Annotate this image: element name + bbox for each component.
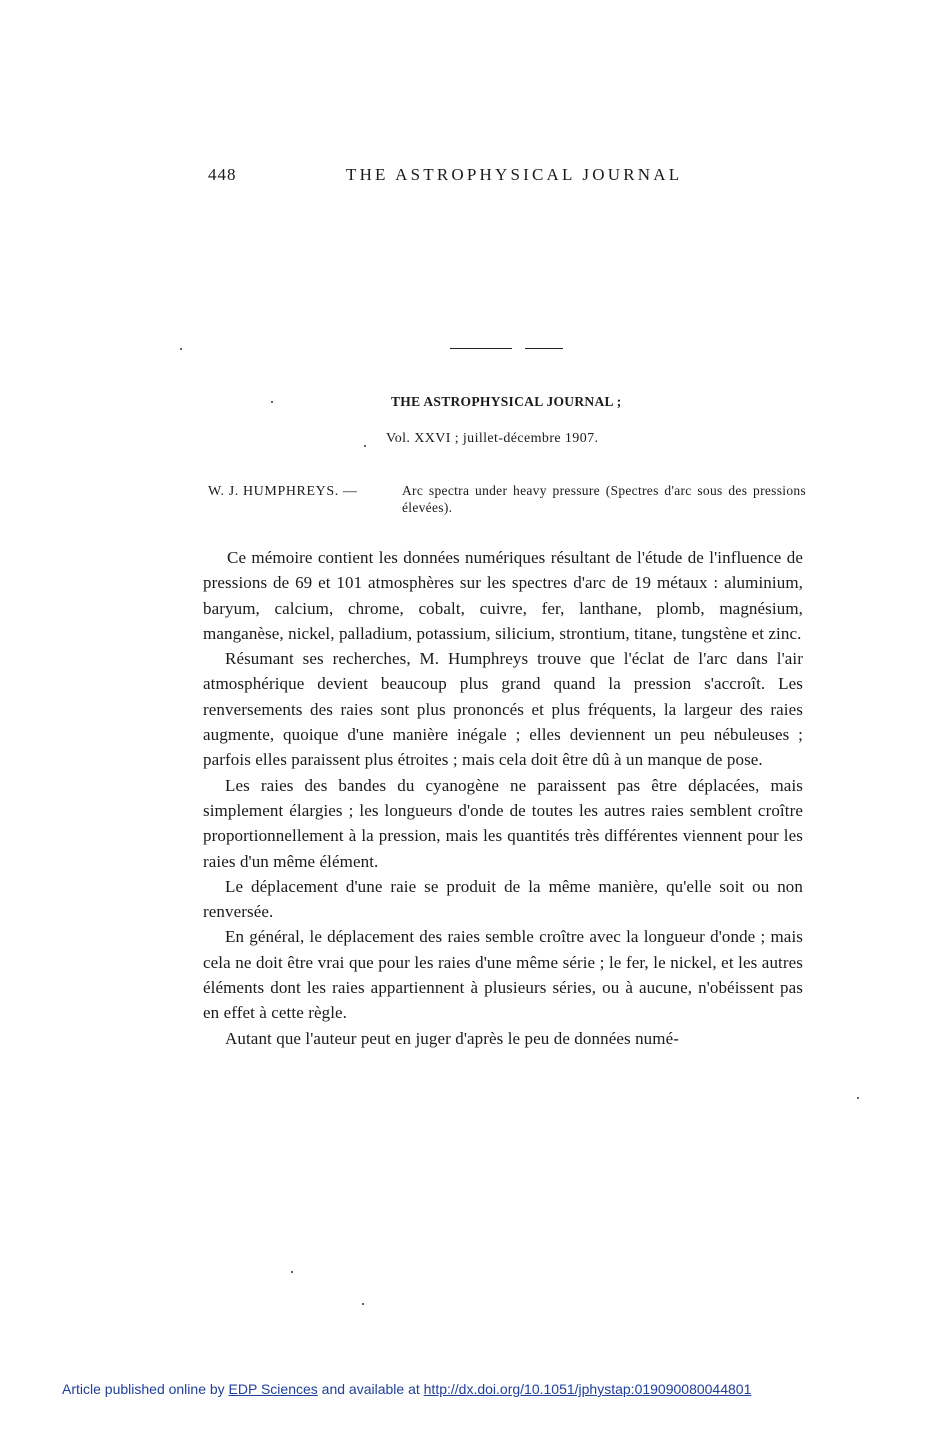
doi-link[interactable]: http://dx.doi.org/10.1051/jphystap:019090080044801: [423, 1381, 752, 1397]
journal-title: THE ASTROPHYSICAL JOURNAL ;: [391, 394, 622, 409]
paragraph-2: Résumant ses recherches, M. Humphreys trouve que l'éclat de l'arc dans l'air atmosphérique devient beaucoup plus grand quand la pression s'accroît. Les renversements des raies sont plus prononcés et plus fréquents, la largeur des raies augmente, quoique d'une manière inégale ; elles deviennent un peu nébuleuses ; parfois elles paraissent plus étroites ; mais cela doit être dû à un manque de pose.: [203, 649, 803, 770]
footer-notice: [62, 1381, 751, 1397]
article-title: Arc spectra under heavy pressure (Spectres d'arc sous des pressions élevées).: [402, 483, 806, 515]
running-head: THE ASTROPHYSICAL JOURNAL: [346, 165, 683, 184]
scan-speck: [271, 401, 273, 403]
footer-middle: and available at: [321, 1381, 420, 1397]
separator-rule-left: [450, 348, 512, 349]
scan-speck: [362, 1303, 364, 1305]
author-name: W. J. HUMPHREYS. —: [208, 484, 358, 499]
volume-line: Vol. XXVI ; juillet-décembre 1907.: [386, 431, 599, 446]
scan-speck: [180, 348, 182, 350]
scan-speck: [291, 1271, 293, 1273]
page-number: 448: [208, 165, 237, 184]
paragraph-5: En général, le déplacement des raies semble croître avec la longueur d'onde ; mais cela ne doit être vrai que pour les raies d'une même série ; le fer, le nickel, et les autres éléments dont les raies appartiennent à plusieurs séries, ou à aucune, n'obéissent pas en effet à cette règle.: [203, 927, 803, 1023]
publisher-link[interactable]: EDP Sciences: [228, 1381, 318, 1397]
paragraph-1: Ce mémoire contient les données numériques résultant de l'étude de l'influence de pressions de 69 et 101 atmosphères sur les spectres d'arc de 19 métaux : aluminium, baryum, calcium, chrome, cobalt, cuivre, fer, lanthane, plomb, magnésium, manganèse, nickel, palladium, potassium, silicium, strontium, titane, tungstène et zinc.: [203, 548, 803, 643]
paragraph-4: Le déplacement d'une raie se produit de la même manière, qu'elle soit ou non renversée.: [203, 876, 803, 922]
scan-speck: [364, 445, 366, 447]
separator-rule-right: [525, 348, 563, 349]
body-text: [203, 545, 803, 1051]
paragraph-3: Les raies des bandes du cyanogène ne paraissent pas être déplacées, mais simplement élargies ; les longueurs d'onde de toutes les autres raies semblent croître proportionnellement à la pression, mais les quantités très différentes viennent pour les raies d'un même élément.: [203, 775, 803, 871]
paragraph-6: Autant que l'auteur peut en juger d'après le peu de données numé-: [225, 1028, 679, 1048]
scan-speck: [857, 1097, 859, 1099]
footer-prefix: Article published online by: [62, 1381, 225, 1397]
